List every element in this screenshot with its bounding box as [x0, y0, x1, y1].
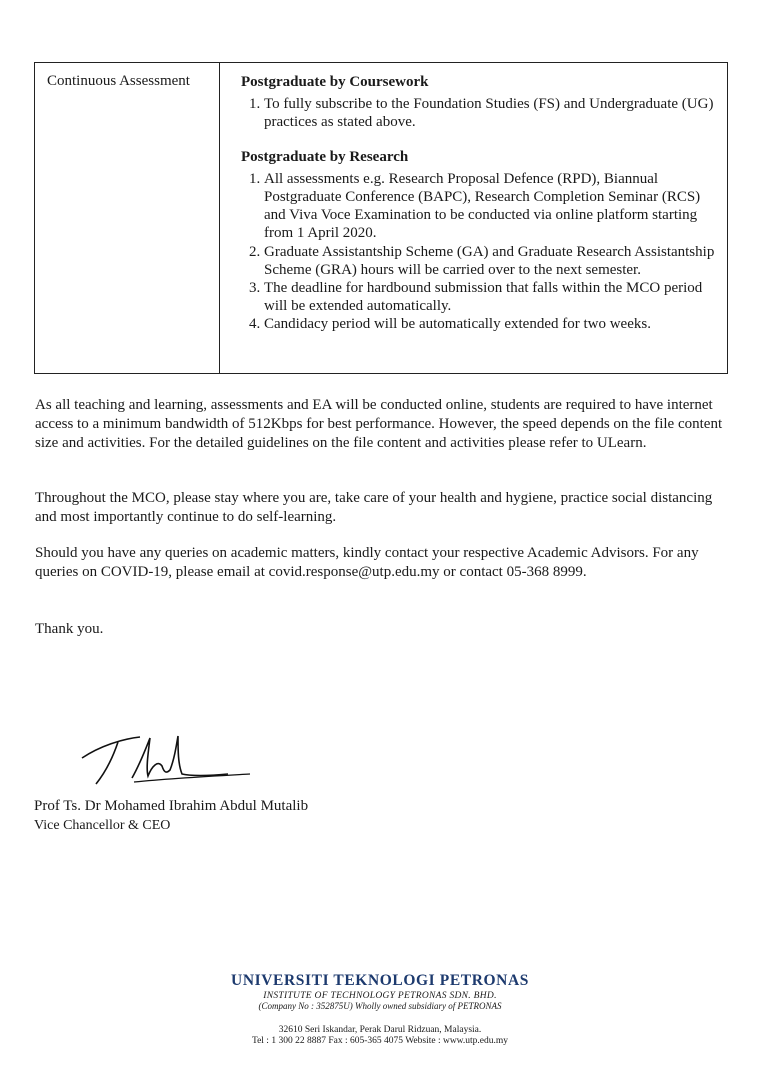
assessment-table	[34, 62, 728, 374]
section-heading-coursework: Postgraduate by Coursework	[241, 74, 429, 90]
list-item: 1. To fully subscribe to the Foundation Studies (FS) and Undergraduate (UG) practices as stated above.	[264, 95, 719, 131]
company-note: (Company No : 352875U) Wholly owned subsidiary of PETRONAS	[258, 1001, 502, 1011]
coursework-list	[241, 95, 719, 131]
paragraph-thanks: Thank you.	[35, 621, 104, 637]
paragraph-online-requirements: As all teaching and learning, assessments and EA will be conducted online, students are required to have internet access to a minimum bandwidth of 512Kbps for best performance. However, the speed depends on the file content size and activities. For the detailed guidelines on the file content and activities please refer to ULearn.	[35, 397, 723, 451]
signatory-title: Vice Chancellor & CEO	[34, 818, 171, 833]
address: 32610 Seri Iskandar, Perak Darul Ridzuan, Malaysia.	[278, 1025, 482, 1035]
university-name: UNIVERSITI TEKNOLOGI PETRONAS	[231, 972, 529, 989]
list-item: 4. Candidacy period will be automatically extended for two weeks.	[264, 315, 719, 333]
paragraph-queries: Should you have any queries on academic matters, kindly contact your respective Academic Advisors. For any queries on COVID-19, please email at covid.response@utp.edu.my or contact 05-368 8999.	[35, 545, 699, 580]
list-item: 2. Graduate Assistantship Scheme (GA) and Graduate Research Assistantship Scheme (GRA) hours will be carried over to the next semester.	[264, 243, 719, 279]
table-content-cell	[220, 63, 727, 373]
contact-line: Tel : 1 300 22 8887 Fax : 605-365 4075 Website : www.utp.edu.my	[251, 1036, 509, 1046]
list-item: 3. The deadline for hardbound submission that falls within the MCO period will be extended automatically.	[264, 279, 719, 315]
paragraph-mco-advice: Throughout the MCO, please stay where you are, take care of your health and hygiene, practice social distancing and most importantly continue to do self-learning.	[35, 490, 713, 525]
letterhead-footer	[220, 972, 540, 1046]
list-item: 1. All assessments e.g. Research Proposal Defence (RPD), Biannual Postgraduate Conference (BAPC), Research Completion Seminar (RCS) and Viva Voce Examination to be conducted via online platform starting from 1 April 2020.	[264, 170, 719, 243]
handwritten-signature	[78, 730, 253, 790]
section-heading-research: Postgraduate by Research	[241, 148, 409, 165]
institute-name: INSTITUTE OF TECHNOLOGY PETRONAS SDN. BHD.	[263, 991, 497, 1001]
research-list	[241, 170, 719, 334]
table-label-cell	[35, 63, 220, 373]
signatory-name: Prof Ts. Dr Mohamed Ibrahim Abdul Mutalib	[34, 798, 309, 814]
table-label: Continuous Assessment	[47, 73, 190, 89]
